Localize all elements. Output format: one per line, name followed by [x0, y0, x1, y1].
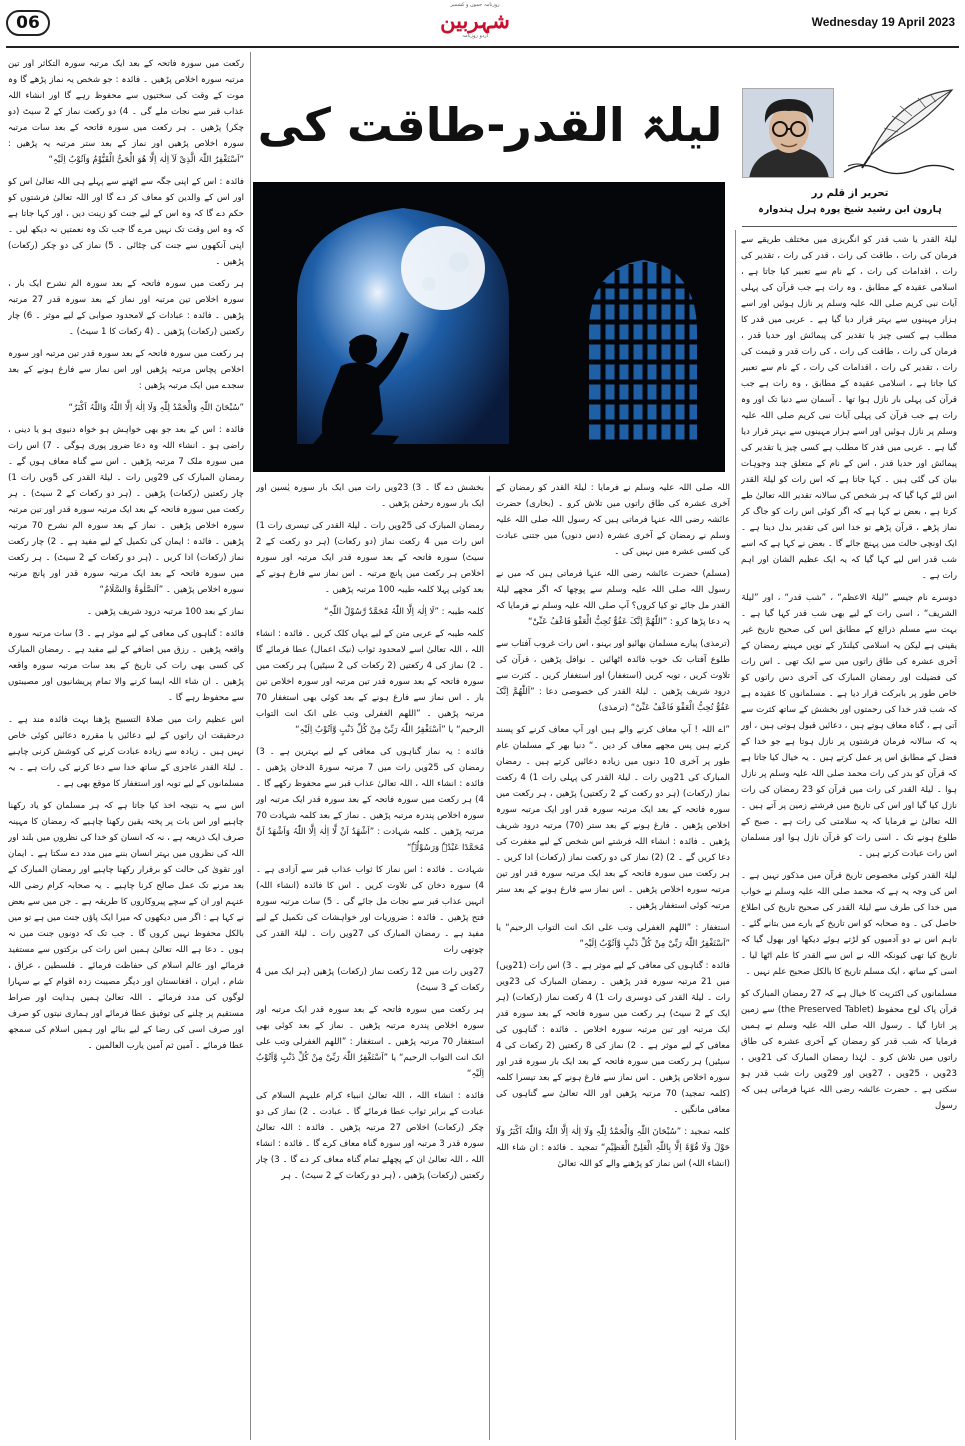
paragraph: رمضان المبارک کی 25ویں رات ۔ لیلۃ القدر کی تیسری رات 1) اس رات میں 4 رکعت نماز (دو رکعات) (ہر دو رکعت کے 2 سیٹ) سورہ فاتحہ کے بعد سورہ قدر ایک مرتبہ اور سورہ اخلاص ہر رکعت میں پانچ مرتبہ ۔ اس نماز سے فارغ ہونے کے بعد کوئی پہلا کلمہ طیبہ 100 مرتبہ پڑھیں ۔ — [256, 521, 484, 595]
column-1 — [741, 232, 957, 1440]
column-3 — [256, 480, 484, 1440]
paragraph: کلمہ طیبہ : ”لَا اِلٰہَ اِلَّا اللّٰہُ مُحَمَّدٌ رَّسُوْلُ اللّٰہِ“ — [323, 607, 484, 617]
paragraph: ہر رکعت میں سورہ فاتحہ کے بعد سورہ قدر ایک مرتبہ اور سورہ اخلاص پندرہ مرتبہ پڑھیں ۔ نماز کے بعد کوئی بھی استغفار 70 مرتبہ پڑھیں ۔ استغفار : ”اللھم الغفرلی وتب علی انک انت التواب الرحیم“ یا ”اَسْتَغْفِرُ اللّٰہَ رَبِّیْ مِنْ کُلِّ ذَنْبٍ وَّاَتُوْبُ اِلَیْہِ“ — [256, 1005, 484, 1079]
byline-label: تحریر از قلم رر — [811, 188, 889, 199]
paragraph: فائدہ : گناہوں کی معافی کے لیے موثر ہے ۔ 3) سات مرتبہ سورہ واقعہ پڑھیں ۔ رزق میں اضافے کے لیے مفید ہے ۔ رمضان المبارک کی کسی بھی رات کی تاریخ کے بعد سات مرتبہ سورہ واقعہ پڑھیں ۔ ان شاء اللہ ایسا کرنے والا تمام پریشانیوں اور مصیبتوں سے محفوظ رہے گا ۔ — [8, 629, 244, 703]
paragraph: اللہ صلی اللہ علیہ وسلم نے فرمایا : لیلۃ القدر کو رمضان کے آخری عشرہ کی طاق راتوں میں تلاش کرو ۔ (بخاری) حضرت عائشہ رضی اللہ عنہا فرماتی ہیں کہ رسول اللہ صلی اللہ علیہ وسلم نے رمضان کے آخری عشرہ (دس دنوں) میں جتنی عبادت کی کسی عشرہ میں نہیں کی ۔ — [496, 483, 730, 557]
paragraph: لیلۃ القدر کوئی مخصوص تاریخ قرآن میں مذکور نہیں ہے ۔ اس کی وجہ یہ ہے کہ محمد صلی اللہ علیہ وسلم نے خواب میں خدا کی طرف سے لیلۃ القدر کی صحیح تاریخ کی اطلاع حاصل کی ۔ وہ صحابہ کو اس تاریخ کے بارے میں بتانے گئے ۔ تاہم اس نے دو آدمیوں کو لڑتے ہوئے دیکھا اور بھول گیا کہ تاریخ کیا تھی کیونکہ اللہ نے اس سے القدر کا علم اٹھا لیا ۔ اسی کے ساتھ ، ایک مسلم تاریخ کا بالکل صحیح علم نہیں ۔ — [741, 871, 957, 977]
author-photo — [742, 88, 834, 178]
page-header — [0, 0, 965, 46]
paragraph: ہر رکعت میں سورہ فاتحہ کے بعد سورہ قدر تین مرتبہ اور سورہ اخلاص پچاس مرتبہ پڑھیں اور اس نماز سے فارغ ہونے کے بعد سجدے میں ایک مرتبہ پڑھیں : — [8, 349, 244, 391]
praying-silhouette-image — [253, 182, 725, 472]
masthead-tagline: روزنامہ جموں و کشمیر — [450, 2, 500, 8]
quill-pen-icon — [840, 86, 958, 178]
paragraph: کلمہ طیبہ کے عربی متن کے لیے یہاں کلک کریں ۔ فائدہ : انشاء اللہ ، اللہ تعالیٰ اسے لامحدود ثواب (نیک اعمال) عطا فرمائے گا ۔ 2) نماز کی 4 رکعتیں (2 رکعات کی 2 سیٹیں) ہر رکعت میں سورہ فاتحہ کے بعد سورہ قدر تین مرتبہ اور سورہ اخلاص تین بار ۔ اس نماز سے فارغ ہونے کے بعد کوئی بھی استغفار 70 مرتبہ پڑھیں ۔ ”اللھم الغفرلی وتب علی انک انت التواب الرحیم“ یا ”اَسْتَغْفِرُ اللّٰہَ رَبِّیْ مِنْ کُلِّ ذَنْبٍ وَّاَتُوْبُ اِلَیْہِ“ — [256, 629, 484, 735]
paragraph: رکعت میں سورہ فاتحہ کے بعد ایک مرتبہ سورہ التکاثر اور تین مرتبہ سورہ اخلاص پڑھیں ۔ فائدہ : جو شخص یہ نماز پڑھے گا وہ موت کے وقت کی سختیوں سے محفوظ رہے گا اور انشاء اللہ عذاب قبر سے نجات ملے گی ۔ 4) دو رکعت نماز کے 2 سیٹ (دو چکر) پڑھیں ۔ ہر رکعت میں سورہ فاتحہ کے بعد سات مرتبہ سورہ اخلاص پڑھیں اور نماز کے بعد ستر مرتبہ یہ پڑھیں : ”اَسْتَغْفِرُ اللّٰہَ الَّذِیْ لَآ اِلٰہَ اِلَّا ھُوَ الْحَیُّ الْقَیُّوْمُ وَاَتُوْبُ اِلَیْہِ“ — [8, 59, 244, 165]
paragraph: نماز کے بعد 100 مرتبہ درود شریف پڑھیں ۔ — [87, 607, 244, 617]
byline — [742, 186, 958, 218]
paragraph: فائدہ : اس کے اپنی جگہ سے اٹھنے سے پہلے ہی اللہ تعالیٰ اس کو اور اس کے والدین کو معاف کر دے گا اور اللہ تعالیٰ فرشتوں کو حکم دے گا کہ وہ اس کے لیے جنت کو زینت دیں ، اور کہا جاتا ہے کہ وہ اس وقت تک نہیں مرے گا جب تک وہ نعمتیں نہ دیکھ لیں ۔ اپنی آنکھوں سے جنت کی چٹائی ۔ 5) نماز کی دو چکر (رکعات) پڑھیں ۔ — [8, 177, 244, 267]
issue-date: Wednesday 19 April 2023 — [811, 15, 955, 29]
masthead-logo: شہربین — [440, 8, 510, 33]
paragraph: 27ویں رات میں 12 رکعت نماز (رکعات) پڑھیں (ہر ایک میں 4 رکعات کے 3 سیٹ) — [256, 967, 484, 993]
paragraph: ”اے اللہ ! آپ معاف کرنے والے ہیں اور آپ معاف کرنے کو پسند کرتے ہیں پس مجھے معاف کر دیں ۔“ دنیا بھر کے مسلمان عام طور پر آخری 10 دنوں میں زیادہ دعائیں کرتے ہیں ۔ رمضان المبارک کی 21ویں رات ۔ لیلۃ القدر کی پہلی رات 1) 4 رکعت نماز (رکعات) (ہر دو رکعت کے 2 رکعتیں) پڑھیں ، ہر رکعت میں سورہ فاتحہ کے بعد ایک مرتبہ سورہ قدر اور ایک مرتبہ سورہ اخلاص پڑھیں ۔ فارغ ہونے کے بعد ستر (70) مرتبہ درود شریف پڑھیں ۔ فائدہ : انشاء اللہ فرشتے اس شخص کے لیے مغفرت کی دعا کریں گے ۔ 2) (2) نماز کی دو رکعت نماز (رکعات) ادا کریں ۔ ہر رکعت میں سورہ فاتحہ کے بعد ایک مرتبہ سورہ قدر اور تین مرتبہ سورہ اخلاص پڑھیں ۔ اس نماز سے فارغ ہونے کے بعد ستر مرتبہ کوئی استغفار پڑھیں ۔ — [496, 725, 730, 911]
column-divider — [735, 230, 736, 1440]
paragraph: (ترمذی) پیارے مسلمان بھائیو اور بہنو ، اس رات غروب آفتاب سے طلوع آفتاب تک خوب فائدہ اٹھائیں ۔ نوافل پڑھیں ، قرآن کی تلاوت کریں ، توبہ کریں (استغفار) اور استغفار کریں ۔ کثرت سے درود شریف پڑھیں ۔ لیلۃ القدر کی خصوصی دعا : ”اَللّٰھُمَّ اِنَّکَ عَفُوٌّ تُحِبُّ الْعَفْوَ فَاعْفُ عَنِّیْ“ (ترمذی) — [496, 639, 730, 713]
paragraph: استغفار : ”اللھم الغفرلی وتب علی انک انت التواب الرحیم“ یا ”اَسْتَغْفِرُ اللّٰہَ رَبِّیْ مِنْ کُلِّ ذَنْبٍ وَّاَتُوْبُ اِلَیْہِ“ — [496, 923, 730, 949]
column-2 — [496, 480, 730, 1440]
byline-divider — [742, 226, 957, 227]
paragraph: بخشش دے گا ۔ 3) 23ویں رات میں ایک بار سورہ یٰسین اور ایک بار سورہ رحمٰن پڑھیں ۔ — [256, 483, 484, 509]
paragraph: (مسلم) حضرت عائشہ رضی اللہ عنہا فرماتی ہیں کہ میں نے رسول اللہ صلی اللہ علیہ وسلم سے پوچھا کہ اگر مجھے لیلۃ القدر مل جائے تو کیا کروں؟ آپ صلی اللہ علیہ وسلم نے فرمایا کہ یہ دعا پڑھا کرو : ”اللّٰھُمَّ اِنَّکَ عَفُوٌّ تُحِبُّ الْعَفْوَ فَاعْفُ عَنِّیْ“ — [496, 569, 730, 627]
paragraph: ہر رکعت میں سورہ فاتحہ کے بعد سورہ الم نشرح ایک بار ، سورہ اخلاص تین مرتبہ اور نماز کے بعد سورہ قدر 27 مرتبہ پڑھیں ۔ فائدہ : عبادات کے لامحدود صوابی کے لیے موثر ۔ 6) چار رکعتیں (رکعات) پڑھیں ۔ (4 رکعات کا 1 سیٹ) ۔ — [8, 279, 244, 337]
masthead — [440, 2, 510, 46]
paragraph: لیلۃ القدر یا شب قدر کو انگریزی میں مختلف طریقے سے فرمان کی رات ، طاقت کی رات ، قدر کی رات ، تقدیر کی رات ، اقدامات کی رات ، کے نام سے تعبیر کیا جاتا ہے ، اسلامی عقیدہ کے مطابق ، وہ رات ہے جب قرآن کی پہلی آیات نبی کریم صلی اللہ علیہ وسلم پر نازل ہوئیں اور اسے ہزار مہینوں سے بہتر قرار دیا گیا ہے ۔ عربی میں قدر کا مطلب ہے کسی چیز یا تقدیر کی پیمائش اور حدیا قدر ، فرمان کی رات ، طاقت کی رات ، کی رات قدر و قیمت کی رات ، تقدیر کی رات ، اقدامات کی رات ، کے نام سے تعبیر کیا جاتا ہے ، اسلامی عقیدہ کے مطابق ، وہ رات ہے جب قرآن کی پہلی بار نازل ہوا تھا ۔ آسمان سے دنیا تک اور وہ رات ہے جب قرآن کی پہلی آیات نبی کریم صلی اللہ علیہ وسلم پر نازل ہوئیں اور اسے ہزار مہینوں سے بہتر قرار دیا گیا ہے ۔ عربی میں قدر کا مطلب ہے کسی چیز یا تقدیر کی پیمائش اور حدیا قدر ، اس کے نام کے متعلق چند وجوہات بیان کی گئی ہیں ۔ کہا جاتا ہے کہ اس رات کو لیلۃ القدر اس لئے کہا گیا کہ ہر شخص کی سالانہ تقدیر اللہ تعالیٰ طے کرتا ہے ، بعض نے کہا ہے کہ اگر کوئی اس رات کو جاگ کر نماز پڑھے ، قرآن پڑھے تو خدا اس کی تقدیر بدل دیتا ہے ۔ ایک اونچی حالت میں پہنچ جائے گا ۔ بعض نے کہا ہے کہ اسے شب قدر اس لیے کہا گیا کہ یہ ایک عظیم الشان اور اہم رات ہے ۔ — [741, 235, 957, 581]
header-divider — [6, 46, 959, 48]
page-number: 06 — [6, 10, 50, 36]
paragraph: اس سے یہ نتیجہ اخذ کیا جاتا ہے کہ ہر مسلمان کو یاد رکھنا چاہیے اور اس بات پر پختہ یقین رکھنا چاہیے کہ رمضان کا مہینہ صرف ایک ذریعہ ہے ، نہ کہ انسان کو خدا کی نظروں میں بلند اور اللہ کی نظروں میں بہتر انسان بننے میں مدد دے سکتا ہے ۔ ایمان اور تقویٰ کی حالت کو برقرار رکھنا چاہیے اور رمضان المبارک کے بعد مرنے تک عمل صالح کرنا چاہیے ۔ یہ صحابہ کرام رضی اللہ عنہم اور ان کے سچے پیروکاروں کا طریقہ ہے ۔ جن میں سے بعض نے کہا ہے : اگر میں دیکھوں کہ میرا ایک پاؤں جنت میں ہے تو میں بالکل محفوظ نہیں کروں گا ۔ جب تک کہ دونوں جنت میں نہ ہوں ۔ دعا ہے اللہ تعالیٰ ہمیں اس رات کی برکتوں سے مستفید فرمائے اور عالم اسلام کی حفاظت فرمائے ۔ فلسطین ، عراق ، شام ، ایران ، افغانستان اور دیگر مصیبت زدہ اقوام کے بے سہارا لوگوں کی مدد فرمائے ۔ اللہ تعالیٰ ہمیں ہدایت اور صراط مستقیم پر چلنے کی توفیق عطا فرمائے اور ہماری نیتوں کو صرف اور صرف اسی کی رضا کے لیے بنائے اور ہمیں اسلام کی سمجھ عطا فرمائے ۔ آمین ثم آمین یارب العالمین ۔ — [8, 801, 244, 1051]
masthead-subtitle: اردو روزنامہ — [462, 33, 488, 39]
paragraph: ”سُبْحَانَ اللّٰہِ وَالْحَمْدُ لِلّٰہِ وَلَا اِلٰہَ اِلَّا اللّٰہُ وَاللّٰہُ اَکْبَرُ“ — [68, 403, 244, 413]
paragraph: فائدہ : انشاء اللہ ، اللہ تعالیٰ انبیاء کرام علیہم السلام کی عبادت کے برابر ثواب عطا فرمائے گا ۔ عبادت ۔ 2) نماز کی دو چکر (رکعات) اخلاص 27 مرتبہ پڑھیں ۔ فائدہ : اللہ تعالیٰ سورہ قدر 3 مرتبہ اور سورہ گناہ معاف کرے گا ۔ فائدہ : انشاء اللہ ، اللہ تعالیٰ ان کے پچھلے تمام گناہ معاف کر دے گا ۔ 3) چار رکعتیں (رکعات) پڑھیں ، (ہر دو رکعات کے 2 سیٹ) ۔ ہر — [256, 1091, 484, 1181]
paragraph: فائدہ : گناہوں کی معافی کے لیے موثر ہے ۔ 3) اس رات (21ویں) میں 21 مرتبہ سورہ قدر پڑھیں ۔ رمضان المبارک کی 23ویں رات ۔ لیلۃ القدر کی دوسری رات 1) 4 رکعت نماز (رکعات) (ہر ایک کے 2 سیٹ) ہر رکعت میں سورہ فاتحہ کے بعد سورہ قدر ایک مرتبہ اور تین مرتبہ سورہ اخلاص ۔ فائدہ : گناہوں کی معافی کے لیے موثر ہے ۔ 2) نماز کی 8 رکعتیں (2 رکعات کی 4 سیٹیں) ہر رکعت میں سورہ فاتحہ کے بعد ایک بار سورہ قدر اور سورہ اخلاص پڑھیں ۔ اس نماز سے فارغ ہونے کے بعد تیسرا کلمہ (کلمہ تمجید) 70 مرتبہ پڑھیں اور اللہ تعالیٰ سے گناہوں کی معافی مانگیں ۔ — [496, 961, 730, 1115]
column-divider — [489, 476, 490, 1440]
column-4 — [8, 56, 244, 1440]
paragraph: فائدہ : اس کے بعد جو بھی خواہش ہو خواہ دنیوی ہو یا دینی ، راضی ہو ۔ انشاء اللہ وہ دعا ضرور پوری ہوگی ۔ 7) اس رات میں سورہ ملک 7 مرتبہ پڑھیں ۔ اس سے گناہ معاف ہوں گے ۔ رمضان المبارک کی 29ویں رات ۔ لیلۃ القدر کی 5ویں رات 1) چار رکعتیں (رکعات) پڑھیں ۔ (ہر دو رکعات کے 2 سیٹ) ۔ ہر رکعت میں سورہ فاتحہ کے بعد ایک مرتبہ سورہ قدر اور تین مرتبہ سورہ اخلاص پڑھیں ۔ نماز کے بعد سورہ الم نشرح 70 مرتبہ پڑھیں ۔ فائدہ : ایمان کی تکمیل کے لیے مفید ہے ۔ 2) چار رکعت نماز (رکعات) ادا کریں ۔ (ہر دو رکعات کے 2 سیٹ) ۔ ہر رکعت میں سورہ فاتحہ کے بعد ایک مرتبہ سورہ قدر اور پانچ مرتبہ سورہ اخلاص پڑھیں ۔ ”اَلصَّلٰوۃُ وَالسَّلَامُ“ — [8, 425, 244, 595]
paragraph: مسلمانوں کی اکثریت کا خیال ہے کہ 27 رمضان المبارک کو قرآن پاک لوح محفوظ (the Preserved Tablet) سے زمین پر اتارا گیا ۔ رسول اللہ صلی اللہ علیہ وسلم نے ہمیں فرمایا کہ شب قدر کو رمضان کے آخری عشرہ کی طاق راتوں میں تلاش کرو ۔ لہٰذا رمضان المبارک کی 21ویں ، 23ویں ، 25ویں ، 27ویں اور 29ویں رات شب قدر ہو سکتی ہے ۔ حضرت عائشہ رضی اللہ عنہا فرماتی ہیں کہ رسول — [741, 989, 957, 1111]
byline-author: ہارون ابن رشید شیخ پورہ ہرل ہندوارہ — [758, 204, 942, 215]
paragraph: کلمہ تمجید : ”سُبْحَانَ اللّٰہِ وَالْحَمْدُ لِلّٰہِ وَلَا اِلٰہَ اِلَّا اللّٰہُ وَاللّٰہُ اَکْبَرُ وَلَا حَوْلَ وَلَا قُوَّۃَ اِلَّا بِاللّٰہِ الْعَلِیِّ الْعَظِیْمِ“ تمجید ۔ فائدہ : ان شاء اللہ (انشاء اللہ) اس نماز کو پڑھنے والے کو اللہ تعالیٰ — [496, 1127, 730, 1169]
article-title: لیلۃ القدر-طاقت کی — [257, 98, 723, 152]
paragraph: فائدہ : یہ نماز گناہوں کی معافی کے لیے بہترین ہے ۔ 3) رمضان کی 25ویں رات میں 7 مرتبہ سورۃ الدخان پڑھیں ۔ فائدہ : انشاء اللہ ، اللہ تعالیٰ عذاب قبر سے محفوظ رکھے گا ۔ 4) ہر رکعت میں سورہ فاتحہ کے بعد سورہ قدر ایک مرتبہ اور سورہ اخلاص پندرہ مرتبہ پڑھیں ۔ نماز کے بعد کلمہ شہادت 70 مرتبہ پڑھیں ۔ کلمہ شہادت : ”اَشْھَدُ اَنْ لَّا اِلٰہَ اِلَّا اللّٰہُ وَاَشْھَدُ اَنَّ مُحَمَّدًا عَبْدُہٗ وَرَسُوْلُہٗ“ — [256, 747, 484, 853]
paragraph: اس عظیم رات میں صلاۃ التسبیح پڑھنا بہت فائدہ مند ہے ۔ درحقیقت ان راتوں کے لیے دعائیں یا مقررہ دعائیں کوئی خاص نہیں ہیں ۔ زیادہ سے زیادہ عبادت کرنے کی کوشش کرنی چاہیے ۔ لیلۃ القدر عاجزی کے ساتھ خدا سے دعا کرنے کی رات ہے ۔ یہ مسلمانوں کے لیے توبہ اور استغفار کا موقع بھی ہے ۔ — [8, 715, 244, 789]
paragraph: شہادت ۔ فائدہ : اس نماز کا ثواب عذاب قبر سے آزادی ہے ۔ 4) سورہ دخان کی تلاوت کریں ۔ اس کا فائدہ (انشاء اللہ) انہیں عذاب قبر سے نجات مل جائے گی ۔ 5) سات مرتبہ سورہ فتح پڑھیں ۔ فائدہ : ضروریات اور خواہشات کی تکمیل کے لیے مفید ہے ۔ رمضان المبارک کی 27ویں رات ۔ لیلۃ القدر کی چوتھی رات — [256, 865, 484, 955]
column-divider — [250, 52, 251, 1440]
paragraph: دوسرے نام جیسے ”لیلۃ الاعظم“ ، ”شب قدر“ ، اور ”لیلۃ الشریف“ ، اسی رات کے لیے بھی شب قدر کہا گیا ہے ۔ بہت سے مسلم ذرائع کے مطابق اس کی صحیح تاریخ غیر یقینی ہے لیکن یہ اسلامی کیلنڈر کے نویں مہینے رمضان کے آخری عشرہ کی طاق راتوں میں سے ایک تھی ۔ اس رات کی فضیلت اور رمضان المبارک کی آخری دس راتوں کو خاص طور پر بابرکت قرار دیا ہے ۔ مسلمانوں کا عقیدہ ہے کہ شب قدر خدا کی رحمتوں اور بخشش کے ساتھ کثرت سے آتی ہے ، گناہ معاف ہوتے ہیں ، دعائیں قبول ہوتی ہیں ، اور یہ کہ سالانہ فرمان فرشتوں پر نازل ہوتا ہے جو خدا کے فضل کے مطابق اس پر عمل کرتے ہیں ۔ یہ خیال کیا جاتا ہے کہ قرآن کو بدر کی رات محمد صلی اللہ علیہ وسلم پر نازل ہوا ۔ لیلۃ القدر کی رات میں قرآن کو 23 رمضان کی رات نازل کیا گیا اور اس کی تاریخ میں فرشتے زمین پر آتے ہیں ۔ اللہ تعالیٰ نے فرمایا کہ یہ سلامتی کی رات ہے ۔ صبح کے طلوع ہونے تک ۔ اسی رات کو قرآن نازل ہوا اور مسلمان اس رات عبادت کرتے ہیں ۔ — [741, 593, 957, 859]
